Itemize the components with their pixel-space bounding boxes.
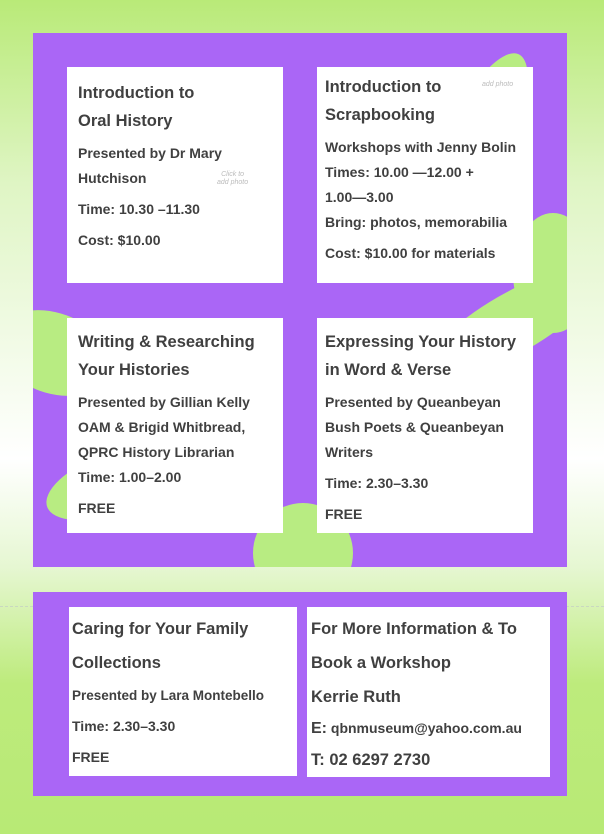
workshop-title: Caring for Your Family [72, 620, 249, 638]
workshop-title: Introduction to [78, 84, 195, 102]
workshop-cost: Cost: $10.00 [78, 232, 161, 248]
workshop-time: 1.00—3.00 [325, 189, 394, 205]
workshop-card-word-verse [317, 318, 533, 533]
placeholder-text: add photo [217, 179, 249, 186]
workshop-title: Oral History [78, 112, 173, 130]
workshop-title: Introduction to [325, 78, 442, 96]
contact-card [307, 607, 550, 777]
contact-title: Book a Workshop [311, 654, 451, 672]
workshop-title: Scrapbooking [325, 106, 436, 124]
presenter: Writers [325, 444, 373, 460]
presenter: QPRC History Librarian [78, 444, 235, 460]
presenter: Presented by Dr Mary [78, 145, 222, 161]
placeholder-text: Click to [221, 171, 245, 178]
add-photo-placeholder[interactable] [482, 81, 513, 89]
workshop-title: Collections [72, 654, 161, 672]
email-label: E: [311, 720, 327, 737]
workshop-time: Time: 2.30–3.30 [325, 475, 429, 491]
presenter: Workshops with Jenny Bolin [325, 139, 517, 155]
workshop-card-family-collections [69, 607, 297, 776]
workshop-title: Expressing Your History [325, 333, 517, 351]
presenter: Hutchison [78, 170, 147, 186]
workshop-cost: Cost: $10.00 for materials [325, 245, 496, 261]
workshop-title: Writing & Researching [78, 333, 255, 351]
workshop-time: Times: 10.00 —12.00 + [325, 164, 474, 180]
contact-email[interactable]: qbnmuseum@yahoo.com.au [330, 720, 522, 736]
presenter: OAM & Brigid Whitbread, [78, 419, 246, 435]
presenter: Presented by Queanbeyan [325, 394, 501, 410]
workshop-time: Time: 2.30–3.30 [72, 718, 176, 734]
contact-name: Kerrie Ruth [311, 688, 401, 706]
workshop-card-scrapbooking [317, 67, 533, 283]
bring-items: Bring: photos, memorabilia [325, 214, 508, 230]
workshop-cost: FREE [78, 500, 116, 516]
contact-phone: T: 02 6297 2730 [311, 751, 431, 769]
presenter: Bush Poets & Queanbeyan [325, 419, 504, 435]
add-photo-placeholder[interactable] [217, 171, 248, 187]
workshop-title: Your Histories [78, 361, 190, 379]
placeholder-text: add photo [482, 81, 514, 88]
workshop-title: in Word & Verse [325, 361, 452, 379]
contact-title: For More Information & To [311, 620, 517, 638]
workshop-cost: FREE [72, 749, 110, 765]
presenter: Presented by Lara Montebello [72, 688, 265, 703]
workshop-card-writing [67, 318, 283, 533]
workshop-time: Time: 10.30 –11.30 [78, 201, 200, 217]
workshop-time: Time: 1.00–2.00 [78, 469, 182, 485]
workshop-card-oral-history [67, 67, 283, 283]
workshop-cost: FREE [325, 506, 363, 522]
presenter: Presented by Gillian Kelly [78, 394, 250, 410]
